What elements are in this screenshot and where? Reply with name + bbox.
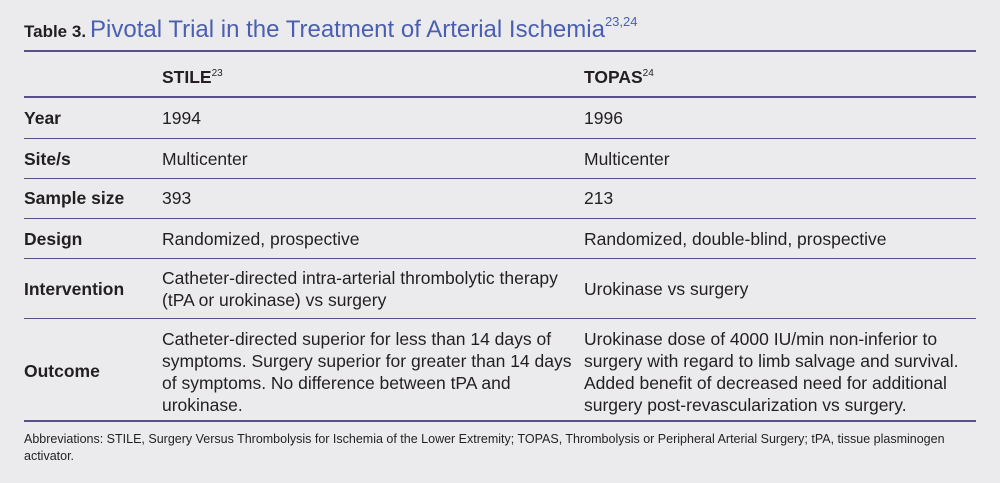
abbreviations-footnote: Abbreviations: STILE, Surgery Versus Thrombolysis for Ischemia of the Lower Extremity; TOPAS, Thrombolysis or Peripheral Arterial Surgery; tPA, tissue plasminogen activator. (24, 432, 945, 463)
cell-topas-year: 1996 (584, 108, 623, 128)
row-divider (24, 138, 976, 139)
row-divider (24, 318, 976, 319)
table-caption (24, 14, 637, 44)
table-label: Table 3. (24, 22, 87, 41)
row-label-sample-size: Sample size (24, 188, 125, 208)
cell-stile-sample-size: 393 (162, 188, 192, 208)
table-title: Pivotal Trial in the Treatment of Arterial Ischemia (90, 16, 605, 43)
row-divider (24, 178, 976, 179)
row-label-sites: Site/s (24, 149, 71, 169)
cell-stile-year: 1994 (162, 108, 201, 128)
header-rule (24, 96, 976, 98)
cell-stile-sites: Multicenter (162, 149, 248, 169)
row-label-outcome: Outcome (24, 361, 100, 381)
cell-topas-design: Randomized, double-blind, prospective (584, 229, 887, 249)
cell-topas-sites: Multicenter (584, 149, 670, 169)
cell-topas-outcome: Urokinase dose of 4000 IU/min non-inferior to surgery with regard to limb salvage and survival. Added benefit of decreased need for additional surgery post-revascularization vs surgery. (584, 329, 959, 415)
title-references: 23,24 (604, 14, 638, 29)
bottom-rule (24, 420, 976, 422)
row-divider (24, 218, 976, 219)
row-label-year: Year (24, 108, 61, 128)
row-label-design: Design (24, 229, 83, 249)
cell-topas-intervention: Urokinase vs surgery (584, 279, 749, 299)
cell-stile-design: Randomized, prospective (162, 229, 360, 249)
column-header-stile: STILE$^{23}$ (162, 67, 223, 87)
row-divider (24, 258, 976, 259)
cell-stile-outcome: Catheter-directed superior for less than 14 days of symptoms. Surgery superior for greater than 14 days of symptoms. No difference between tPA and urokinase. (162, 329, 572, 415)
cell-stile-intervention: Catheter-directed intra-arterial thrombolytic therapy (tPA or urokinase) vs surgery (162, 268, 558, 310)
top-rule (24, 50, 976, 52)
row-label-intervention: Intervention (24, 279, 125, 299)
column-header-topas: TOPAS$^{24}$ (584, 67, 654, 87)
cell-topas-sample-size: 213 (584, 188, 614, 208)
